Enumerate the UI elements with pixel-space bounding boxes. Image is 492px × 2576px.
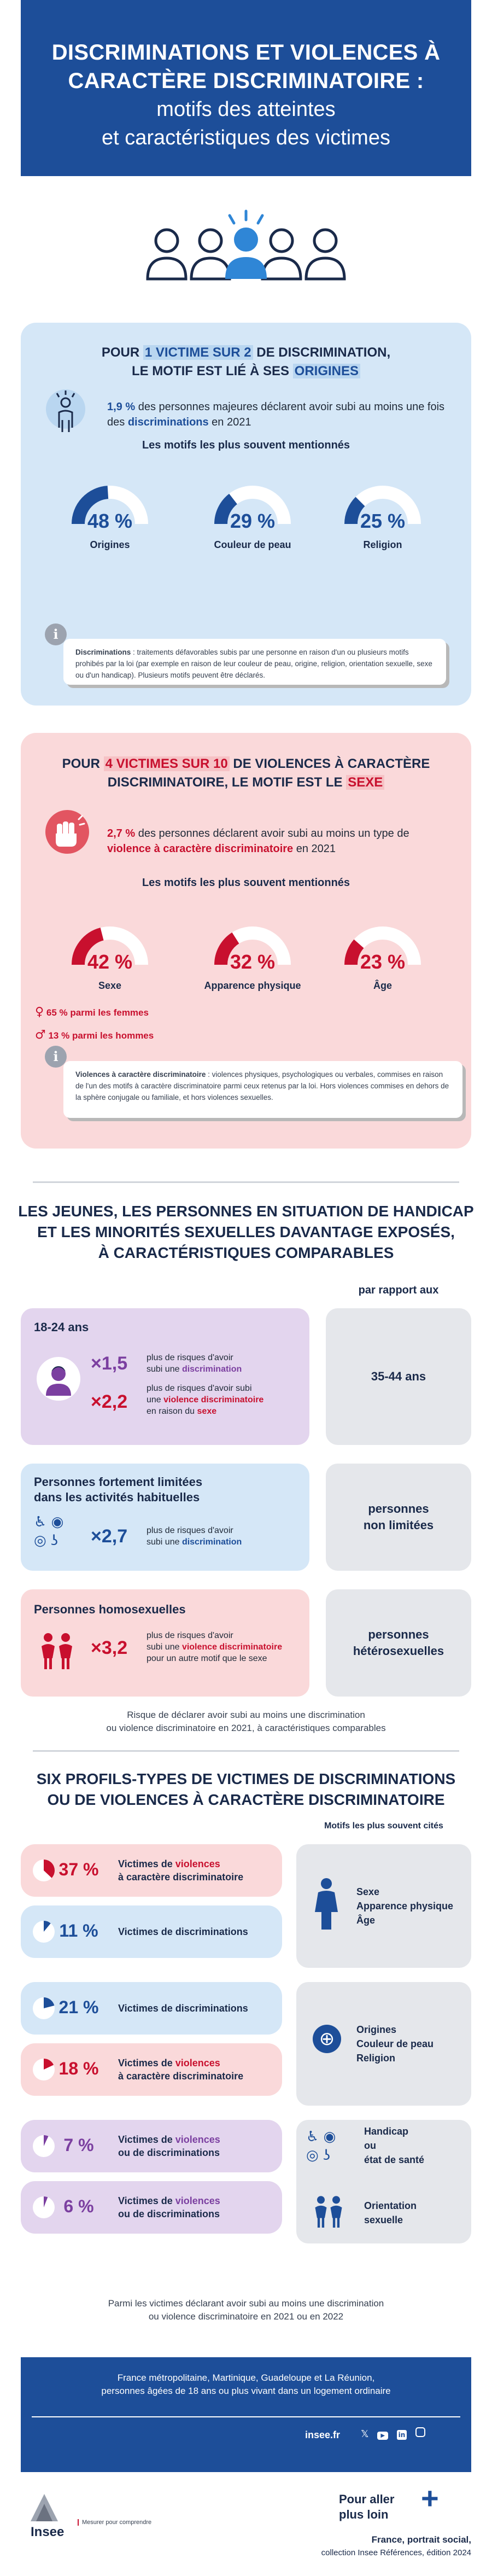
profile-label-text: Victimes de <box>118 1858 175 1869</box>
young-multiplier-2: ×2,2 <box>91 1391 128 1412</box>
further-reading[interactable]: Pour aller plus loin <box>339 2492 395 2521</box>
profile-percent: 11 % <box>59 1921 98 1940</box>
section4-title: SIX PROFILS-TYPES DE VICTIMES DE DISCRIMINATIONS OU DE VIOLENCES À CARACTÈRE DISCRIMINATOIRE <box>36 1770 456 1808</box>
handicap-label: Personnes fortement limitées dans les activités habituelles <box>34 1475 203 1504</box>
motifs-list-4: Orientation sexuelle <box>364 2200 417 2225</box>
woman-icon <box>313 1877 340 1932</box>
profile-label-highlight: violences <box>175 2195 220 2206</box>
insee-brand: Insee <box>31 2525 65 2539</box>
profile-label-line2: ou de discriminations <box>118 2147 220 2158</box>
gauge-label: Âge <box>373 980 392 991</box>
publication-ref: France, portrait social, collection Insee Références, édition 2024 <box>321 2534 471 2557</box>
couple-icon <box>35 1630 79 1674</box>
insee-logo-mark <box>31 2494 58 2521</box>
profile-label-highlight: violences <box>175 1858 220 1869</box>
gauge-value: 25 % <box>360 510 406 532</box>
motifs-list-3: Handicap ou état de santé <box>364 2126 425 2165</box>
profile-label-text: Victimes de <box>118 2195 175 2206</box>
profile-label-line2: à caractère discriminatoire <box>118 2071 244 2082</box>
footer-band <box>21 2357 471 2472</box>
profile-label-text: Victimes de discriminations <box>118 2003 248 2014</box>
section1-stat: 1,9 % des personnes majeures déclarent avoir subi au moins une fois des discriminations en 2021 <box>107 401 445 428</box>
people-group-icon <box>142 208 350 290</box>
subtitle-line-2: et caractéristiques des victimes <box>102 126 390 149</box>
scope-text: France métropolitaine, Martinique, Guadeloupe et La Réunion, personnes âgées de 18 ans ou plus vivant dans un logement ordinaire <box>101 2373 391 2396</box>
gauge-label: Sexe <box>98 980 122 991</box>
young-text-2: plus de risques d'avoir subi une violence discriminatoire en raison du sexe <box>147 1384 264 1416</box>
handicap-icons <box>306 2128 355 2165</box>
gauge-value: 32 % <box>230 951 276 973</box>
profile-label <box>118 2056 243 2083</box>
young-multiplier-1: ×1,5 <box>91 1353 128 1374</box>
plus-icon: + <box>421 2481 439 2515</box>
accessibility-icons <box>34 1513 86 1550</box>
info-icon: i <box>45 1046 67 1068</box>
handicap-reference-box: personnes non limitées <box>326 1464 471 1571</box>
gauge-label: Couleur de peau <box>214 539 291 550</box>
motifs-list-2: Origines Couleur de peau Religion <box>356 2024 434 2064</box>
homo-text: plus de risques d'avoir subi une violence discriminatoire pour un autre motif que le sexe <box>147 1631 283 1663</box>
insee-tagline: Mesurer pour comprendre <box>78 2519 198 2526</box>
handicap-multiplier: ×2,7 <box>91 1526 128 1547</box>
gauge-value: 48 % <box>87 510 133 532</box>
profile-percent: 18 % <box>58 2059 99 2078</box>
section1-title: POUR 1 VICTIME SUR 2 DE DISCRIMINATION, LE MOTIF EST LIÉ À SES ORIGINES <box>101 345 391 378</box>
title-line-2: CARACTÈRE DISCRIMINATOIRE : <box>68 69 424 93</box>
motifs-list-1: Sexe Apparence physique Âge <box>356 1886 454 1926</box>
gauge-label: Origines <box>90 539 130 550</box>
profile-percent: 6 % <box>63 2196 94 2216</box>
divider <box>33 1750 459 1752</box>
homo-reference-box: personnes hétérosexuelles <box>326 1589 471 1697</box>
handicap-text: plus de risques d'avoir subi une discrimination <box>147 1526 242 1547</box>
profile-percent: 7 % <box>63 2135 94 2155</box>
young-label: 18-24 ans <box>34 1320 89 1334</box>
cognitive-icon: ◉ <box>51 1514 64 1530</box>
wheelchair-icon: ♿ <box>306 2129 319 2145</box>
info-icon: i <box>45 623 67 645</box>
motifs-header: Motifs les plus souvent cités <box>324 1821 443 1831</box>
profile-label-line2: ou de discriminations <box>118 2208 220 2219</box>
profile-label <box>118 2194 220 2221</box>
vision-icon: ◎ <box>306 2147 319 2164</box>
section1-motifs-title: Les motifs les plus souvent mentionnés <box>142 439 350 451</box>
section1-definition-note: Discriminations : traitements défavorables subis par une personne en raison d'un ou plusieurs motifs prohibés par la loi (par exemple en raison de leur couleur de peau, origine, religion, orientation sexuelle, sexe ou d'un handicap). Plusieurs motifs peuvent être déclarés. <box>63 639 446 685</box>
gauge-value: 29 % <box>230 510 276 532</box>
profile-label <box>118 2133 220 2159</box>
profile-label <box>118 1857 243 1884</box>
male-icon: ♂ <box>35 1028 46 1042</box>
social-icons <box>361 2427 425 2440</box>
gauge-value: 42 % <box>87 951 133 973</box>
profile-percent: 21 % <box>58 1997 99 2017</box>
person-alert-icon <box>45 388 86 438</box>
section2-definition-note: Violences à caractère discriminatoire : violences physiques, psychologiques ou verbales, commises en raison de l'un des motifs à caractère discriminatoire parmi ceux retenus par la loi. Hors violences commises en dehors de la sphère conjugale ou familiale, et hors violences sexuelles. <box>63 1061 462 1118</box>
profile-label-line2: à caractère discriminatoire <box>118 1872 244 1883</box>
vision-icon: ◎ <box>34 1532 46 1549</box>
section2-motifs-title: Les motifs les plus souvent mentionnés <box>142 877 350 889</box>
profile-label <box>118 1925 248 1938</box>
wheelchair-icon: ♿ <box>34 1514 47 1530</box>
profile-label <box>118 2002 248 2015</box>
section4-footnote: Parmi les victimes déclarant avoir subi au moins une discrimination ou violence discriminatoire en 2021 ou en 2022 <box>108 2298 384 2322</box>
section2-stat: 2,7 % des personnes déclarent avoir subi au moins un type de violence à caractère discriminatoire en 2021 <box>107 827 409 855</box>
profile-label-highlight: violences <box>175 2134 220 2145</box>
homo-label: Personnes homosexuelles <box>34 1602 186 1616</box>
gauge-label: Religion <box>363 539 402 550</box>
compare-header: par rapport aux <box>358 1284 439 1296</box>
homo-multiplier: ×3,2 <box>91 1637 128 1658</box>
subtitle-line-1: motifs des atteintes <box>156 98 336 121</box>
instagram-icon[interactable] <box>415 2427 425 2437</box>
hearing-icon: ʖ <box>323 2147 331 2164</box>
linkedin-icon[interactable]: in <box>397 2430 407 2440</box>
young-text-1: plus de risques d'avoir subi une discrimination <box>147 1353 242 1374</box>
profile-percent: 37 % <box>58 1860 99 1879</box>
hearing-icon: ʖ <box>50 1532 58 1549</box>
youtube-icon[interactable]: ▶ <box>377 2432 388 2440</box>
women-stat: ♀ 65 % parmi les femmes <box>35 1005 149 1019</box>
profile-label-text: Victimes de <box>118 2058 175 2068</box>
gauge-value: 23 % <box>360 951 406 973</box>
profile-label-text: Victimes de <box>118 2134 175 2145</box>
profile-label-text: Victimes de discriminations <box>118 1926 248 1937</box>
young-reference-box: 35-44 ans <box>326 1308 471 1445</box>
section2-title: POUR 4 VICTIMES SUR 10 DE VIOLENCES À CARACTÈRE DISCRIMINATOIRE, LE MOTIF EST LE SEXE <box>62 756 430 790</box>
men-stat: ♂ 13 % parmi les hommes <box>35 1028 154 1042</box>
section3-title: LES JEUNES, LES PERSONNES EN SITUATION DE HANDICAP ET LES MINORITÉS SEXUELLES DAVANTAGE EXPOSÉS, À CARACTÉRISTIQUES COMPARABLES <box>18 1203 474 1261</box>
young-person-icon <box>35 1355 82 1402</box>
cognitive-icon: ◉ <box>323 2129 336 2145</box>
section3-footnote: Risque de déclarer avoir subi au moins une discrimination ou violence discriminatoire en 2021, à caractéristiques comparables <box>106 1710 386 1733</box>
site-link[interactable]: insee.fr <box>305 2429 341 2440</box>
profile-label-highlight: violences <box>175 2058 220 2068</box>
gauge-label: Apparence physique <box>204 980 301 991</box>
couple-icon <box>309 2193 348 2231</box>
globe-icon: ⊕ <box>313 2025 341 2053</box>
page-header <box>21 0 471 176</box>
fist-icon <box>44 808 91 855</box>
female-icon: ♀ <box>35 1005 44 1019</box>
footer-divider <box>32 2416 460 2417</box>
divider <box>33 1181 459 1183</box>
title-line-1: DISCRIMINATIONS ET VIOLENCES À <box>51 40 441 65</box>
x-icon[interactable]: 𝕏 <box>361 2428 369 2440</box>
